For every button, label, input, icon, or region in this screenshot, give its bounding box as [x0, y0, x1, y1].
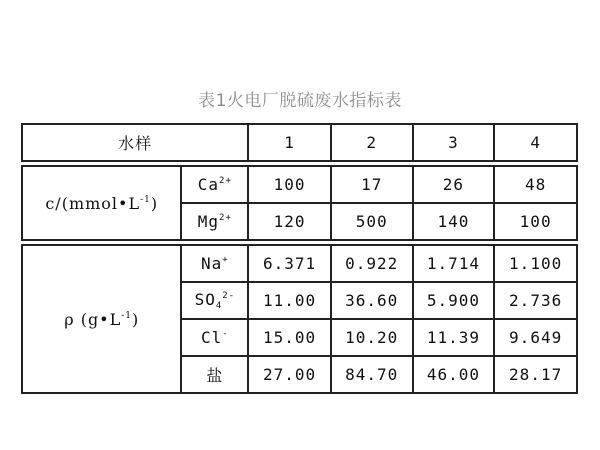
value-cell: 84.70: [331, 356, 413, 393]
table-title: 表1火电厂脱硫废水指标表: [198, 91, 402, 111]
density-label-exp: -1: [121, 310, 133, 321]
value-cell: 11.00: [248, 282, 331, 319]
value-cell: 1.714: [413, 245, 495, 282]
header-sample-2: 2: [331, 124, 413, 161]
conc-group-label: [22, 166, 181, 240]
value-cell: 100: [248, 166, 331, 203]
value-cell: 9.649: [494, 319, 577, 356]
wastewater-index-table: [21, 123, 578, 394]
value-cell: 36.60: [331, 282, 413, 319]
density-label-suffix: ): [132, 309, 140, 329]
value-cell: 17: [331, 166, 413, 203]
header-row: [22, 124, 577, 161]
conc-label-prefix: c/(mmol•L: [45, 193, 141, 213]
conc-label-suffix: ): [150, 193, 159, 213]
value-cell: 6.371: [248, 245, 331, 282]
value-cell: 140: [413, 203, 495, 240]
ion-cell-so4: $SO_4^{2-}$: [181, 282, 248, 319]
ion-cell-ca: $Ca^{2+}$: [181, 166, 248, 203]
table-row-na: [22, 245, 577, 282]
ion-cell-salt: 盐: [181, 356, 248, 393]
header-sample-label: 水样: [22, 124, 248, 161]
value-cell: 5.900: [413, 282, 495, 319]
value-cell: 27.00: [248, 356, 331, 393]
density-group-label: [22, 245, 181, 393]
value-cell: 100: [494, 203, 577, 240]
table-row-ca: [22, 166, 577, 203]
value-cell: 120: [248, 203, 331, 240]
value-cell: 2.736: [494, 282, 577, 319]
value-cell: 10.20: [331, 319, 413, 356]
density-label-prefix: ρ (g•L: [64, 309, 122, 329]
header-sample-3: 3: [413, 124, 495, 161]
value-cell: 15.00: [248, 319, 331, 356]
value-cell: 48: [494, 166, 577, 203]
conc-label-exp: -1: [140, 194, 151, 205]
value-cell: 1.100: [494, 245, 577, 282]
header-sample-1: 1: [248, 124, 331, 161]
ion-cell-mg: $Mg^{2+}$: [181, 203, 248, 240]
header-sample-4: 4: [494, 124, 577, 161]
ion-cell-na: Na+: [181, 245, 248, 282]
value-cell: 26: [413, 166, 495, 203]
value-cell: 11.39: [413, 319, 495, 356]
value-cell: 0.922: [331, 245, 413, 282]
value-cell: 46.00: [413, 356, 495, 393]
ion-cell-cl: Cl-: [181, 319, 248, 356]
value-cell: 500: [331, 203, 413, 240]
value-cell: 28.17: [494, 356, 577, 393]
